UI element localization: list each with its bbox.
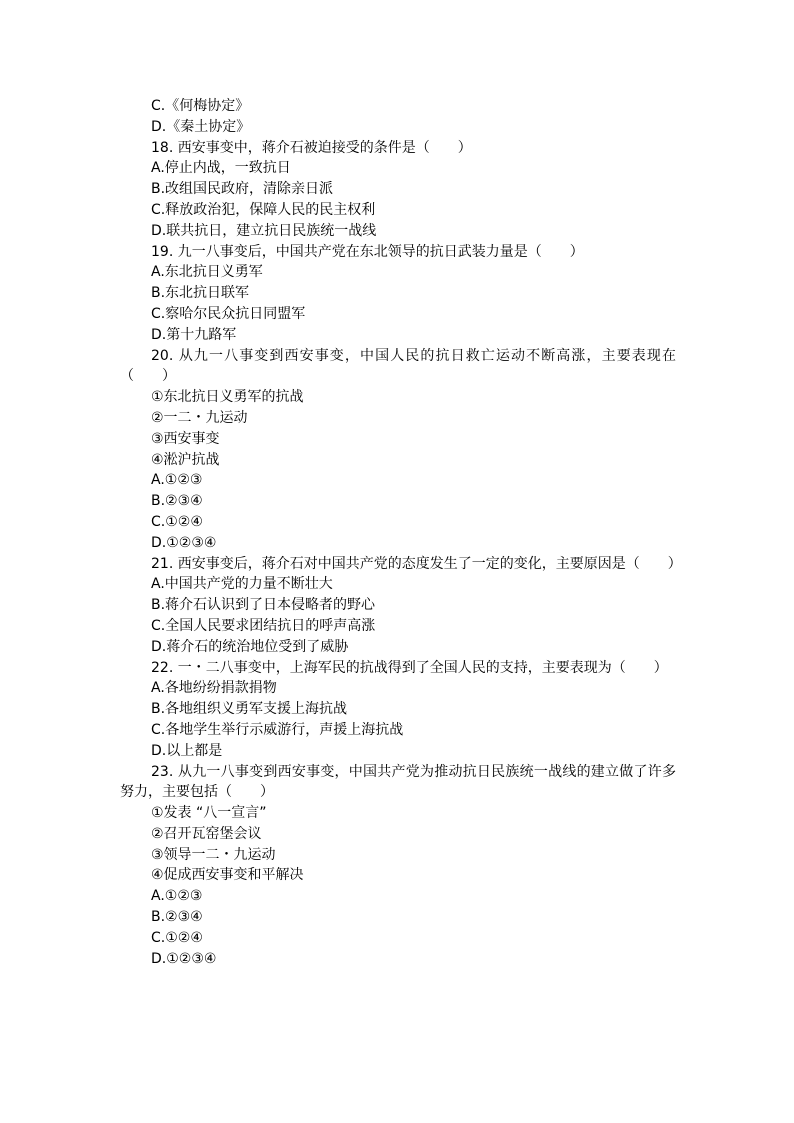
option-d: D.《秦土协定》 xyxy=(151,118,251,135)
question-stem: 18. 西安事变中，蒋介石被迫接受的条件是（ ） xyxy=(151,139,472,156)
option-a: A.中国共产党的力量不断壮大 xyxy=(151,576,333,593)
option-c: C.《何梅协定》 xyxy=(151,98,250,114)
option-d: D.①②③④ xyxy=(151,534,217,551)
option-c: C.全国人民要求团结抗日的呼声高涨 xyxy=(151,617,376,634)
option-d: D.①②③④ xyxy=(151,950,217,967)
option-a: A.①②③ xyxy=(151,888,203,905)
question-21 xyxy=(120,554,682,658)
question-22 xyxy=(120,658,676,762)
statement-4: ④促成西安事变和平解决 xyxy=(151,867,304,884)
option-b: B.改组国民政府，清除亲日派 xyxy=(151,181,334,198)
statement-2: ②一二・九运动 xyxy=(151,409,248,426)
option-a: A.东北抗日义勇军 xyxy=(151,264,263,281)
option-b: B.东北抗日联军 xyxy=(151,285,250,302)
option-c: C.①②④ xyxy=(151,513,203,530)
option-c: C.①②④ xyxy=(151,929,203,946)
question-19 xyxy=(120,242,676,346)
option-a: A.各地纷纷捐款捐物 xyxy=(151,680,277,697)
option-c: C.各地学生举行示威游行，声援上海抗战 xyxy=(151,721,404,738)
option-c: C.察哈尔民众抗日同盟军 xyxy=(151,305,306,322)
option-d: D.联共抗日，建立抗日民族统一战线 xyxy=(151,222,377,239)
statement-4: ④淞沪抗战 xyxy=(151,451,220,468)
option-d: D.蒋介石的统治地位受到了威胁 xyxy=(151,638,349,655)
option-b: B.各地组织义勇军支援上海抗战 xyxy=(151,701,348,718)
question-stem: 22. 一・二八事变中，上海军民的抗战得到了全国人民的支持，主要表现为（ ） xyxy=(151,659,668,676)
question-list xyxy=(120,96,682,969)
question-stem: 20. 从九一八事变到西安事变，中国人民的抗日救亡运动不断高涨，主要表现在（ ） xyxy=(120,347,676,385)
question-17-continued xyxy=(120,96,676,138)
option-d: D.第十九路军 xyxy=(151,326,237,343)
statement-3: ③西安事变 xyxy=(151,430,220,447)
statement-3: ③领导一二・九运动 xyxy=(151,846,276,863)
option-c: C.释放政治犯，保障人民的民主权利 xyxy=(151,201,376,218)
statement-1: ①东北抗日义勇军的抗战 xyxy=(151,389,304,406)
option-a: A.停止内战，一致抗日 xyxy=(151,160,291,177)
statement-1: ①发表 “八一宣言” xyxy=(151,805,267,822)
question-23 xyxy=(120,762,676,970)
option-b: B.②③④ xyxy=(151,909,203,926)
option-b: B.蒋介石认识到了日本侵略者的野心 xyxy=(151,597,376,614)
question-20 xyxy=(120,346,676,554)
option-a: A.①②③ xyxy=(151,472,203,489)
statement-2: ②召开瓦窑堡会议 xyxy=(151,825,262,842)
option-b: B.②③④ xyxy=(151,493,203,510)
question-stem: 19. 九一八事变后，中国共产党在东北领导的抗日武装力量是（ ） xyxy=(151,243,584,260)
question-18 xyxy=(120,138,676,242)
option-d: D.以上都是 xyxy=(151,742,223,759)
question-stem: 21. 西安事变后，蒋介石对中国共产党的态度发生了一定的变化，主要原因是（ ） xyxy=(151,555,682,572)
question-stem: 23. 从九一八事变到西安事变，中国共产党为推动抗日民族统一战线的建立做了许多努力，主要包括（ ） xyxy=(120,763,676,801)
